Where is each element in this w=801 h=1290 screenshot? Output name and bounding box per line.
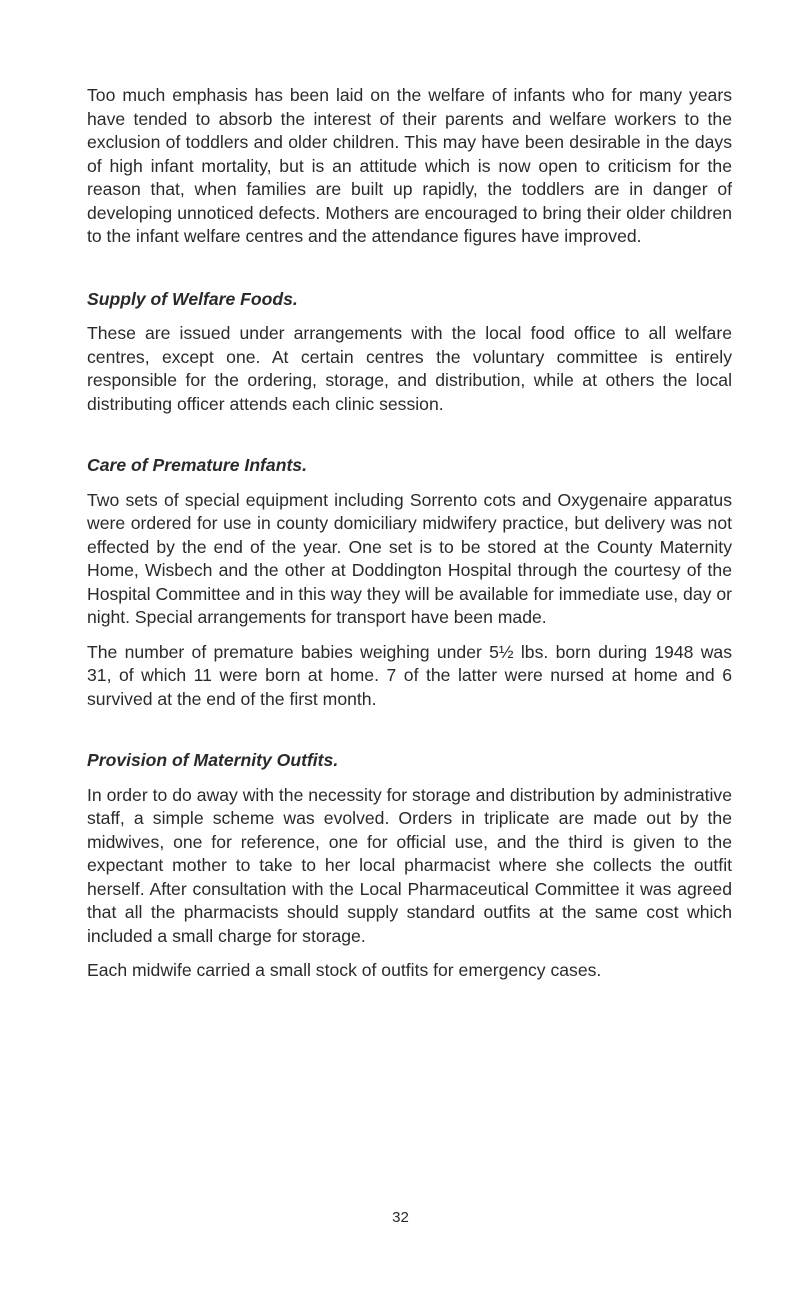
premature-infants-paragraph-1: Two sets of special equipment including Sorrento cots and Oxygenaire apparatus were ordered for use in county domiciliary midwifery practice, but delivery was not effected by the end of the year. One set is to be stored at the County Maternity Home, Wisbech and the other at Doddington Hospital through the courtesy of the Hospital Committee and in this way they will be available for immediate use, day or night. Special arrangements for transport have been made. [87, 489, 732, 627]
heading-supply-of-welfare-foods: Supply of Welfare Foods. [87, 288, 298, 309]
maternity-outfits-paragraph-2: Each midwife carried a small stock of outfits for emergency cases. [87, 960, 602, 980]
document-page [87, 84, 732, 983]
intro-paragraph: Too much emphasis has been laid on the welfare of infants who for many years have tended to absorb the interest of their parents and welfare workers to the exclusion of toddlers and older children. This may have been desirable in the days of high infant mortality, but is an attitude which is now open to criticism for the reason that, when families are built up rapidly, the toddlers are in danger of developing unnoticed defects. Mothers are encouraged to bring their older children to the infant welfare centres and the attendance figures have improved. [87, 85, 732, 246]
heading-care-of-premature-infants: Care of Premature Infants. [87, 455, 307, 475]
heading-provision-of-maternity-outfits: Provision of Maternity Outfits. [87, 750, 339, 770]
welfare-foods-paragraph: These are issued under arrangements with the local food office to all welfare centres, except one. At certain centres the voluntary committee is entirely responsible for the ordering, storage, and distribution, while at others the local distributing officer attends each clinic session. [87, 323, 732, 414]
page-number: 32 [392, 1209, 409, 1226]
premature-infants-paragraph-2: The number of premature babies weighing under 5½ lbs. born during 1948 was 31, of which 11 were born at home. 7 of the latter were nursed at home and 6 survived at the end of the first month. [87, 641, 732, 709]
maternity-outfits-paragraph-1: In order to do away with the necessity for storage and distribution by administrative staff, a simple scheme was evolved. Orders in triplicate are made out by the midwives, one for reference, one for official use, and the third is given to the expectant mother to take to her local pharmacist where she collects the outfit herself. After consultation with the Local Pharmaceutical Committee it was agreed that all the pharmacists should supply standard outfits at the same cost which included a small charge for storage. [87, 784, 732, 946]
